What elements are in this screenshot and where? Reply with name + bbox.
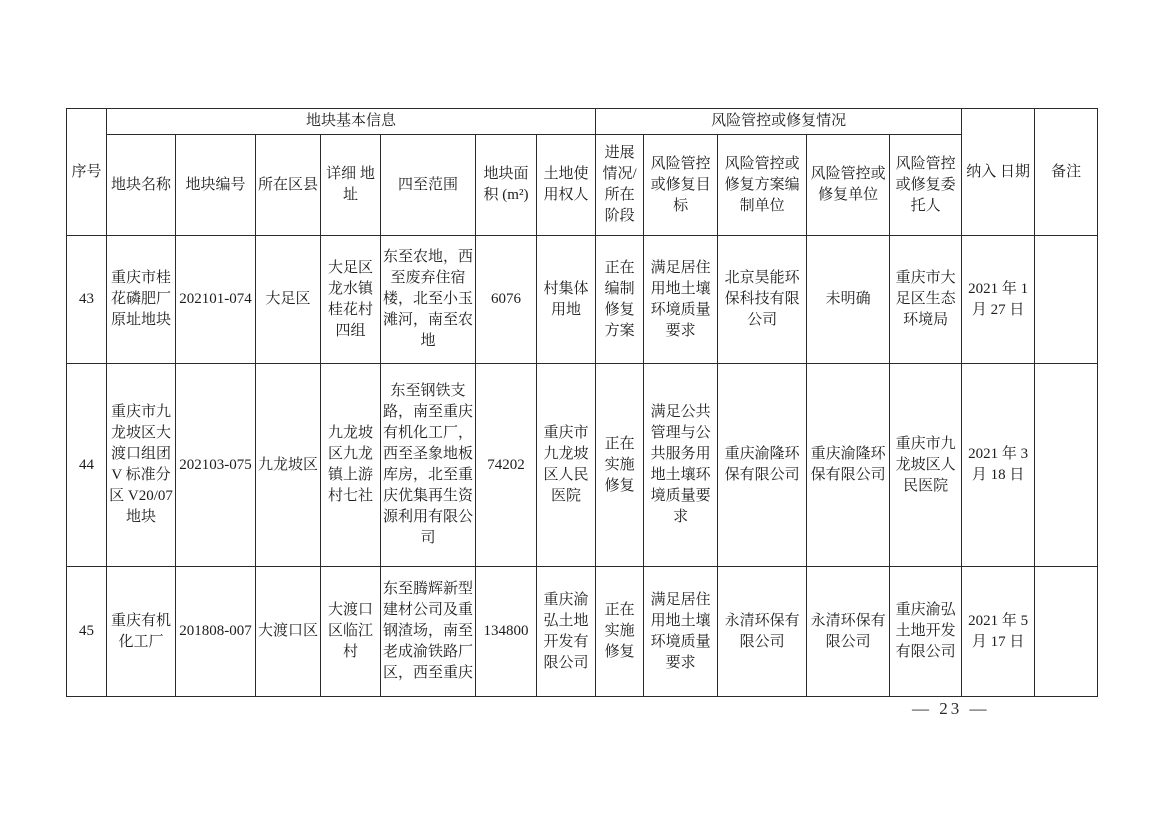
cell-client: 重庆市九龙坡区人民医院 [890,364,962,567]
cell-repair-target: 满足公共管理与公共服务用地土壤环境质量要求 [644,364,718,567]
header-group-basic-info: 地块基本信息 [107,109,596,135]
header-group-risk-info: 风险管控或修复情况 [596,109,962,135]
cell-boundary: 东至钢铁支路，南至重庆有机化工厂，西至圣象地板库房，北至重庆优集再生资源利用有限公司 [381,364,476,567]
cell-remark [1035,364,1098,567]
header-boundary: 四至范围 [381,135,476,236]
header-repair-unit: 风险管控或修复单位 [807,135,890,236]
cell-remark [1035,236,1098,364]
header-land-owner: 土地使用权人 [537,135,596,236]
cell-land-owner: 重庆渝弘土地开发有限公司 [537,567,596,697]
table-row [67,567,1098,697]
cell-inclusion-date: 2021 年 3 月 18 日 [962,364,1035,567]
cell-plot-code: 202101-074 [176,236,256,364]
cell-boundary: 东至腾辉新型建材公司及重钢渣场，南至老成渝铁路厂区，西至重庆 [381,567,476,697]
cell-plan-unit: 北京昊能环保科技有限公司 [718,236,807,364]
cell-address: 大足区龙水镇桂花村四组 [321,236,381,364]
cell-client: 重庆渝弘土地开发有限公司 [890,567,962,697]
cell-inclusion-date: 2021 年 1 月 27 日 [962,236,1035,364]
header-progress-stage: 进展情况/所在阶段 [596,135,644,236]
cell-land-owner: 重庆市九龙坡区人民医院 [537,364,596,567]
cell-progress-stage: 正在实施修复 [596,364,644,567]
cell-address: 大渡口区临江村 [321,567,381,697]
cell-plot-code: 201808-007 [176,567,256,697]
header-plot-name: 地块名称 [107,135,176,236]
cell-repair-target: 满足居住用地土壤环境质量要求 [644,236,718,364]
cell-inclusion-date: 2021 年 5 月 17 日 [962,567,1035,697]
cell-repair-unit: 未明确 [807,236,890,364]
cell-boundary: 东至农地，西至废弃住宿楼，北至小玉滩河，南至农地 [381,236,476,364]
cell-plan-unit: 重庆渝隆环保有限公司 [718,364,807,567]
cell-district: 大足区 [256,236,321,364]
cell-serial: 44 [67,364,107,567]
header-serial: 序号 [67,109,107,236]
header-address: 详细 地址 [321,135,381,236]
header-district: 所在区县 [256,135,321,236]
header-group-row [67,109,1098,135]
cell-plot-name: 重庆市九龙坡区大渡口组团 V 标准分区 V20/07 地块 [107,364,176,567]
cell-plan-unit: 永清环保有限公司 [718,567,807,697]
cell-repair-target: 满足居住用地土壤环境质量要求 [644,567,718,697]
cell-serial: 45 [67,567,107,697]
cell-progress-stage: 正在编制修复方案 [596,236,644,364]
cell-repair-unit: 永清环保有限公司 [807,567,890,697]
cell-plot-name: 重庆市桂花磷肥厂原址地块 [107,236,176,364]
page-number: — 23 — [912,699,990,718]
table-row [67,236,1098,364]
cell-serial: 43 [67,236,107,364]
header-remark: 备注 [1035,109,1098,236]
cell-repair-unit: 重庆渝隆环保有限公司 [807,364,890,567]
cell-area: 74202 [476,364,537,567]
cell-address: 九龙坡区九龙镇上游村七社 [321,364,381,567]
cell-progress-stage: 正在实施修复 [596,567,644,697]
land-parcel-table [66,108,1098,697]
cell-client: 重庆市大足区生态环境局 [890,236,962,364]
cell-land-owner: 村集体用地 [537,236,596,364]
cell-plot-name: 重庆有机化工厂 [107,567,176,697]
cell-district: 九龙坡区 [256,364,321,567]
header-area: 地块面积 (m²) [476,135,537,236]
cell-area: 134800 [476,567,537,697]
header-sub-row [67,135,1098,236]
header-repair-target: 风险管控或修复目标 [644,135,718,236]
header-inclusion-date: 纳入 日期 [962,109,1035,236]
cell-remark [1035,567,1098,697]
cell-area: 6076 [476,236,537,364]
cell-district: 大渡口区 [256,567,321,697]
header-plan-unit: 风险管控或修复方案编制单位 [718,135,807,236]
header-client: 风险管控或修复委托人 [890,135,962,236]
header-plot-code: 地块编号 [176,135,256,236]
cell-plot-code: 202103-075 [176,364,256,567]
table-row [67,364,1098,567]
